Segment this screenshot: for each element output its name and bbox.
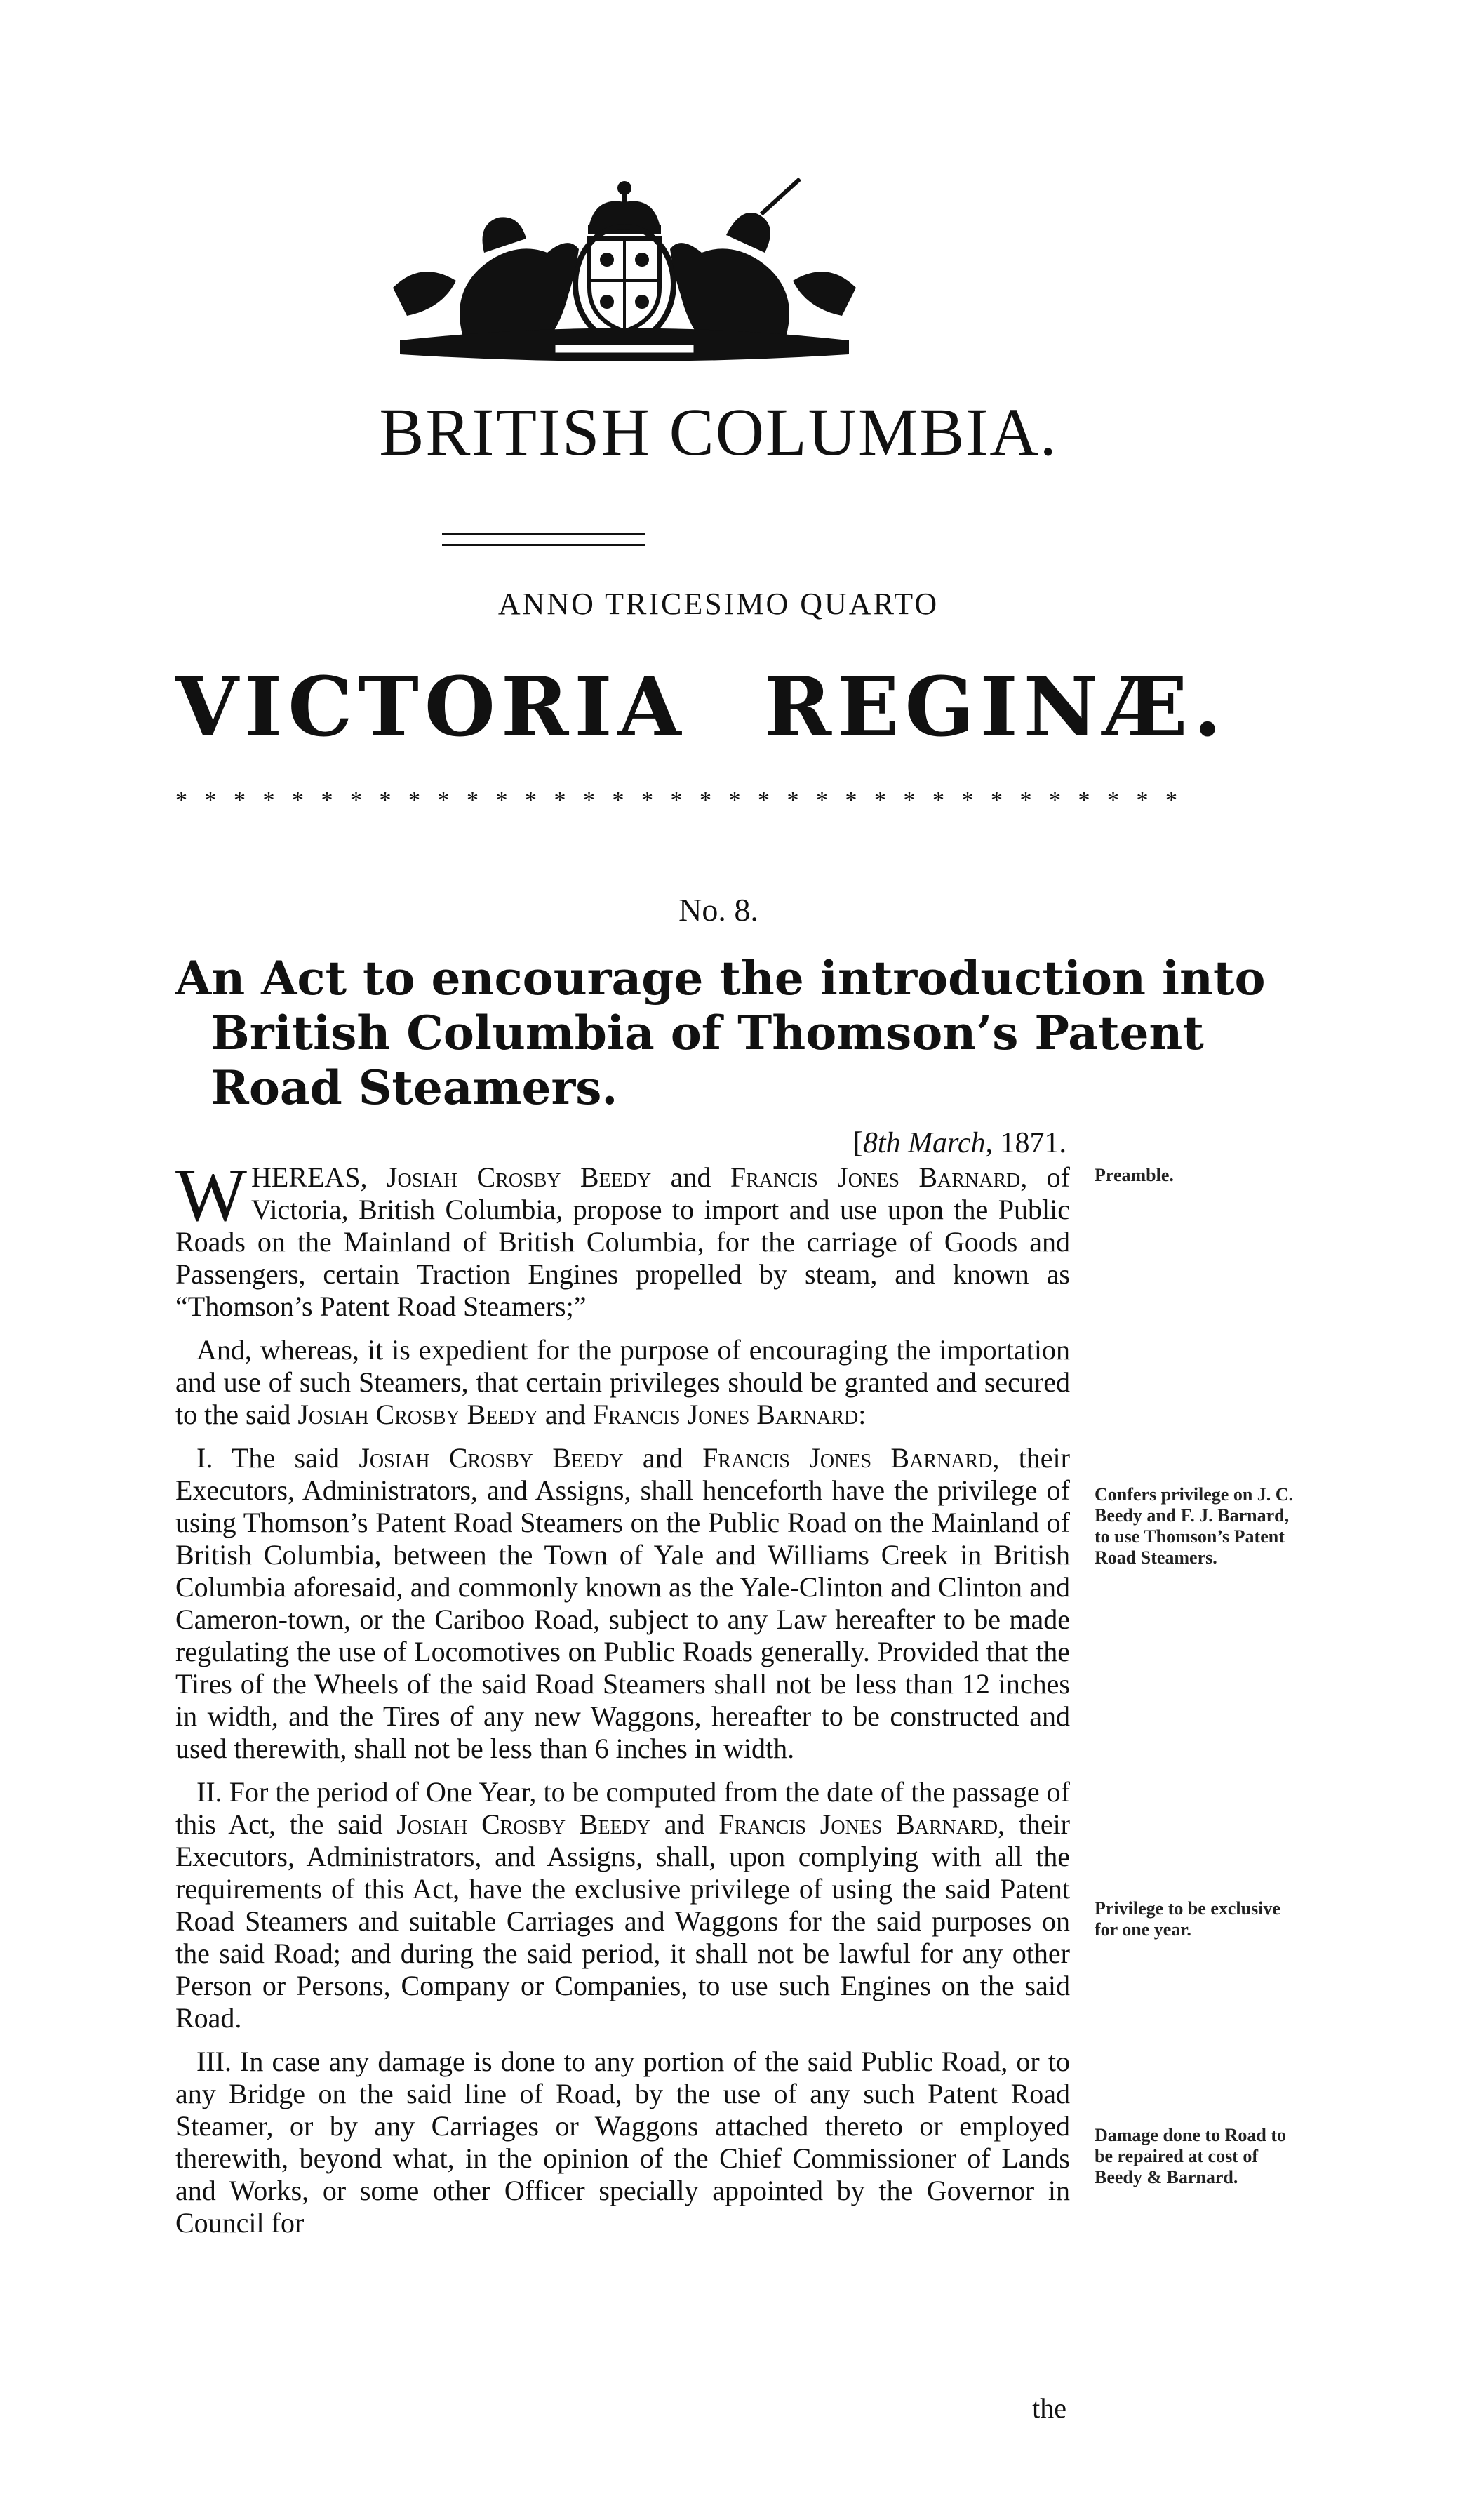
act-body [175, 1154, 1071, 2239]
regnal-name: VICTORIA [175, 660, 687, 755]
assent-date [814, 1126, 1066, 1160]
royal-coat-of-arms-icon [379, 175, 870, 365]
margin-note-section-2: Privilege to be exclusive for one year. [1095, 1898, 1280, 1940]
whereas-text: And, whereas, it is expedient for the purpose of encouraging the importation and use of such Steamers, that certain privileges should be granted and secured to the said [175, 1334, 1070, 1430]
date-day-month: 8th March, [862, 1127, 993, 1159]
act-title-line-2: British Columbia of Thomson’s Patent [210, 1006, 1204, 1060]
preamble-text-b: of Victoria, British Columbia, propose to import and use upon the Public Roads on the Mainland of British Columbia, for the carriage of Goods and Passengers, certain Traction Engines propelled by steam, and known as “Thomson’s Patent Road Steamers;” [175, 1161, 1070, 1322]
double-rule-bottom [442, 544, 645, 546]
section-2-name-2: Francis Jones Barnard, [718, 1808, 1005, 1840]
section-2 [175, 1776, 1070, 2034]
section-2-and: and [650, 1808, 719, 1840]
whereas-name-1: Josiah Crosby Beedy [297, 1399, 538, 1430]
date-year: 1871. [993, 1127, 1066, 1159]
preamble-paragraph [175, 1154, 1070, 1323]
date-bracket: [ [852, 1127, 863, 1159]
margin-note-section-1: Confers privilege on J. C. Beedy and F. J. Barnard, to use Thomson’s Patent Road Steamers. [1095, 1484, 1294, 1568]
section-2-text-a: II. For the period of One Year, to be computed from the date of the passage of this Act, the said [175, 1776, 1070, 1840]
act-title-line-3: Road Steamers. [210, 1060, 618, 1115]
preamble-name-2: Francis Jones Barnard, [730, 1161, 1028, 1193]
margin-note-preamble: Preamble. [1095, 1165, 1174, 1185]
catchword: the [1032, 2392, 1066, 2424]
section-1-text-a: I. The said [196, 1442, 359, 1474]
section-1-text-b: their Executors, Administrators, and Assigns, shall henceforth have the privilege of using Thomson’s Patent Road Steamers on the Public Road on the Mainland of British Columbia, between the Town of Yale and Williams Creek in British Columbia aforesaid, and commonly known as the Yale-Clinton and Clinton and Cameron-town, or the Cariboo Road, subject to any Law hereafter to be made regulating the use of Locomotives on Public Roads generally. Provided that the Tires of the Wheels of the said Road Steamers shall not be less than 12 inches in width, and the Tires of any new Waggons, hereafter to be constructed and used therewith, shall not be less than 6 inches in width. [175, 1442, 1070, 1764]
regnal-year: ANNO TRICESIMO QUARTO [497, 587, 939, 621]
preamble-text-a: HEREAS, [250, 1161, 387, 1193]
act-title-line-1: An Act to encourage the introduction into [175, 951, 1266, 1006]
act-number: No. 8. [678, 892, 758, 928]
section-2-name-1: Josiah Crosby Beedy [396, 1808, 651, 1840]
whereas-name-2: Francis Jones Barnard: [592, 1399, 867, 1430]
regnal-heading [175, 660, 1228, 755]
whereas-and: and [537, 1399, 593, 1430]
section-3: III. In case any damage is done to any portion of the said Public Road, or to any Bridge on the said line of Road, by the use of any such Patent Road Steamer, or by any Carriages or Waggons attached thereto or employed therewith, beyond what, in the opinion of the Chief Commissioner of Lands and Works, or some other Officer specially appointed by the Governor in Council for [175, 2046, 1070, 2239]
section-1 [175, 1442, 1070, 1765]
country-heading: BRITISH COLUMBIA. [379, 394, 1058, 469]
section-1-and: and [623, 1442, 703, 1474]
preamble-name-1: Josiah Crosby Beedy [386, 1161, 652, 1193]
preamble-and: and [651, 1161, 730, 1193]
double-rule-top [442, 533, 645, 535]
whereas-paragraph [175, 1334, 1070, 1431]
regnal-title: REGINÆ. [763, 660, 1228, 755]
section-1-name-1: Josiah Crosby Beedy [359, 1442, 624, 1474]
drop-cap: W [175, 1154, 247, 1237]
section-2-text-b: their Executors, Administrators, and Assigns, shall, upon complying with all the requirements of this Act, have the exclusive privilege of using the said Patent Road Steamers and suitable Carriages and Waggons for the said purposes on the said Road; and during the said period, it shall not be lawful for any other Person or Persons, Company or Companies, to use such Engines on the said Road. [175, 1808, 1071, 2034]
margin-note-section-3: Damage done to Road to be repaired at cost of Beedy & Barnard. [1095, 2125, 1286, 2187]
act-title [175, 951, 1266, 1115]
section-1-name-2: Francis Jones Barnard, [702, 1442, 1000, 1474]
star-divider: * * * * * * * * * * * * * * * * * * * * * * * * * * * * * * * * * * * [175, 787, 1183, 813]
